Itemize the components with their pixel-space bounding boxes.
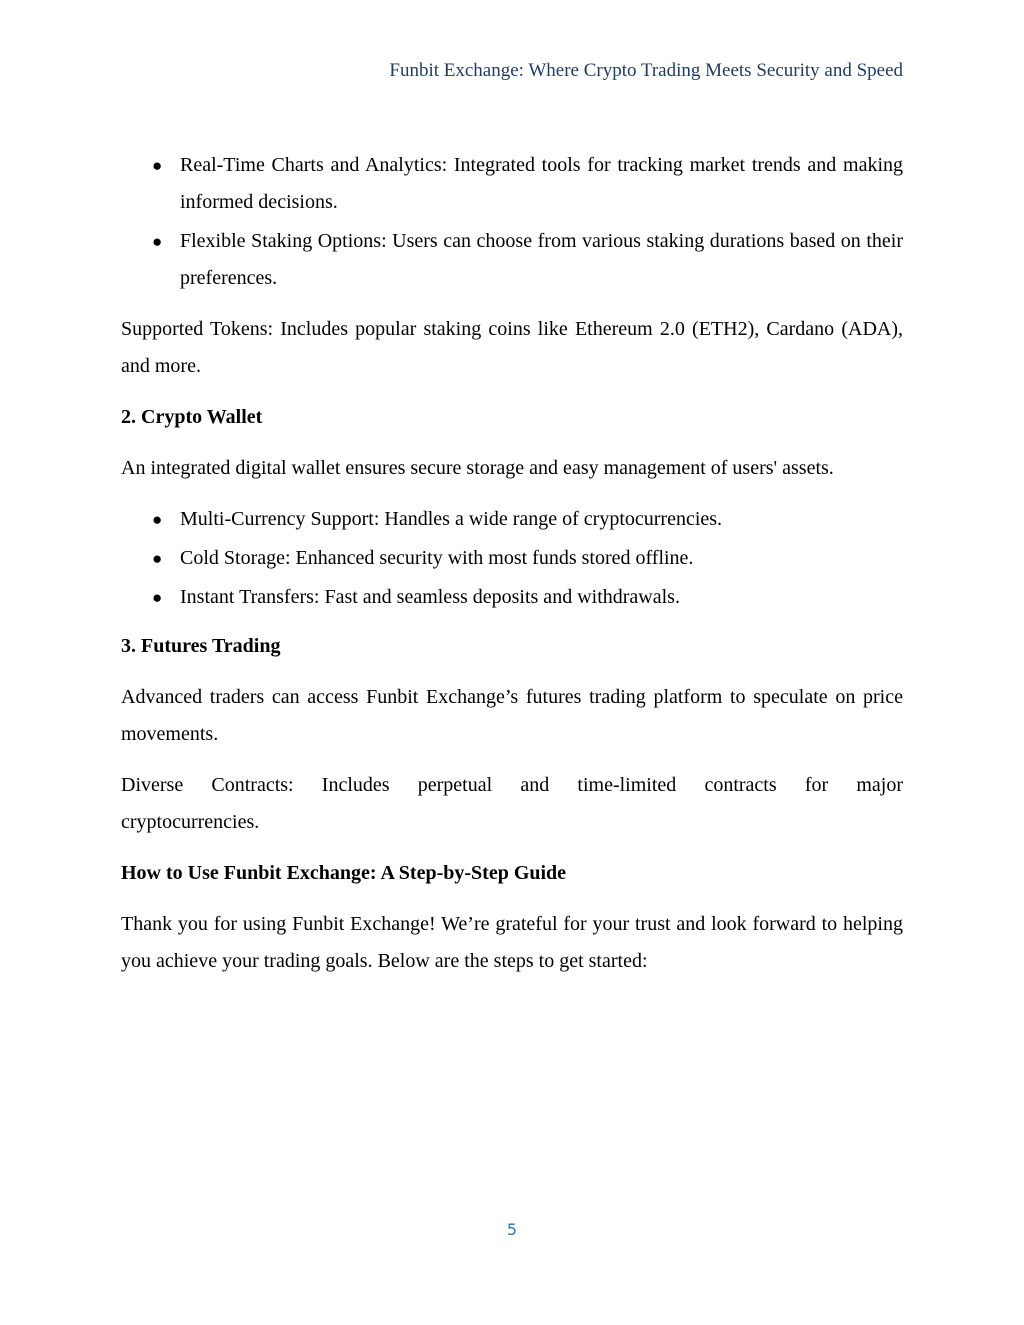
list-item-text: Cold Storage: Enhanced security with most funds stored offline. (180, 547, 694, 569)
bullet-icon: ● (152, 510, 163, 529)
bullet-icon: ● (152, 549, 163, 568)
list-item (121, 579, 903, 616)
page-body (121, 147, 903, 994)
list-item (121, 223, 903, 297)
list-item-text: Real-Time Charts and Analytics: Integrated tools for tracking market trends and making informed decisions. (180, 154, 903, 213)
diverse-contracts-line-2: cryptocurrencies. (121, 811, 260, 833)
list-item (121, 501, 903, 538)
list-item-text: Instant Transfers: Fast and seamless deposits and withdrawals. (180, 586, 680, 608)
guide-heading: How to Use Funbit Exchange: A Step-by-Step Guide (121, 862, 567, 884)
list-item (121, 147, 903, 221)
bullet-icon: ● (152, 232, 163, 251)
running-header: Funbit Exchange: Where Crypto Trading Meets Security and Speed (389, 60, 903, 81)
futures-intro-paragraph: Advanced traders can access Funbit Exchange’s futures trading platform to speculate on price movements. (121, 686, 903, 745)
list-item-text: Multi-Currency Support: Handles a wide range of cryptocurrencies. (180, 508, 723, 530)
diverse-contracts-paragraph (121, 767, 903, 841)
bullet-icon: ● (152, 156, 163, 175)
wallet-feature-list (121, 501, 903, 616)
list-item (121, 540, 903, 577)
guide-paragraph: Thank you for using Funbit Exchange! We’re grateful for your trust and look forward to helping you achieve your trading goals. Below are the steps to get started: (121, 913, 903, 972)
page-number: 5 (506, 1220, 518, 1239)
wallet-intro-paragraph: An integrated digital wallet ensures secure storage and easy management of users' assets. (121, 457, 834, 479)
staking-feature-list (121, 147, 903, 297)
wallet-heading: 2. Crypto Wallet (121, 406, 263, 428)
list-item-text: Flexible Staking Options: Users can choose from various staking durations based on their preferences. (180, 230, 903, 289)
bullet-icon: ● (152, 588, 163, 607)
futures-heading: 3. Futures Trading (121, 635, 281, 657)
supported-tokens-paragraph: Supported Tokens: Includes popular staking coins like Ethereum 2.0 (ETH2), Cardano (ADA), and more. (121, 318, 903, 377)
diverse-contracts-line-1: Diverse Contracts: Includes perpetual and time-limited contracts for major (121, 774, 903, 796)
